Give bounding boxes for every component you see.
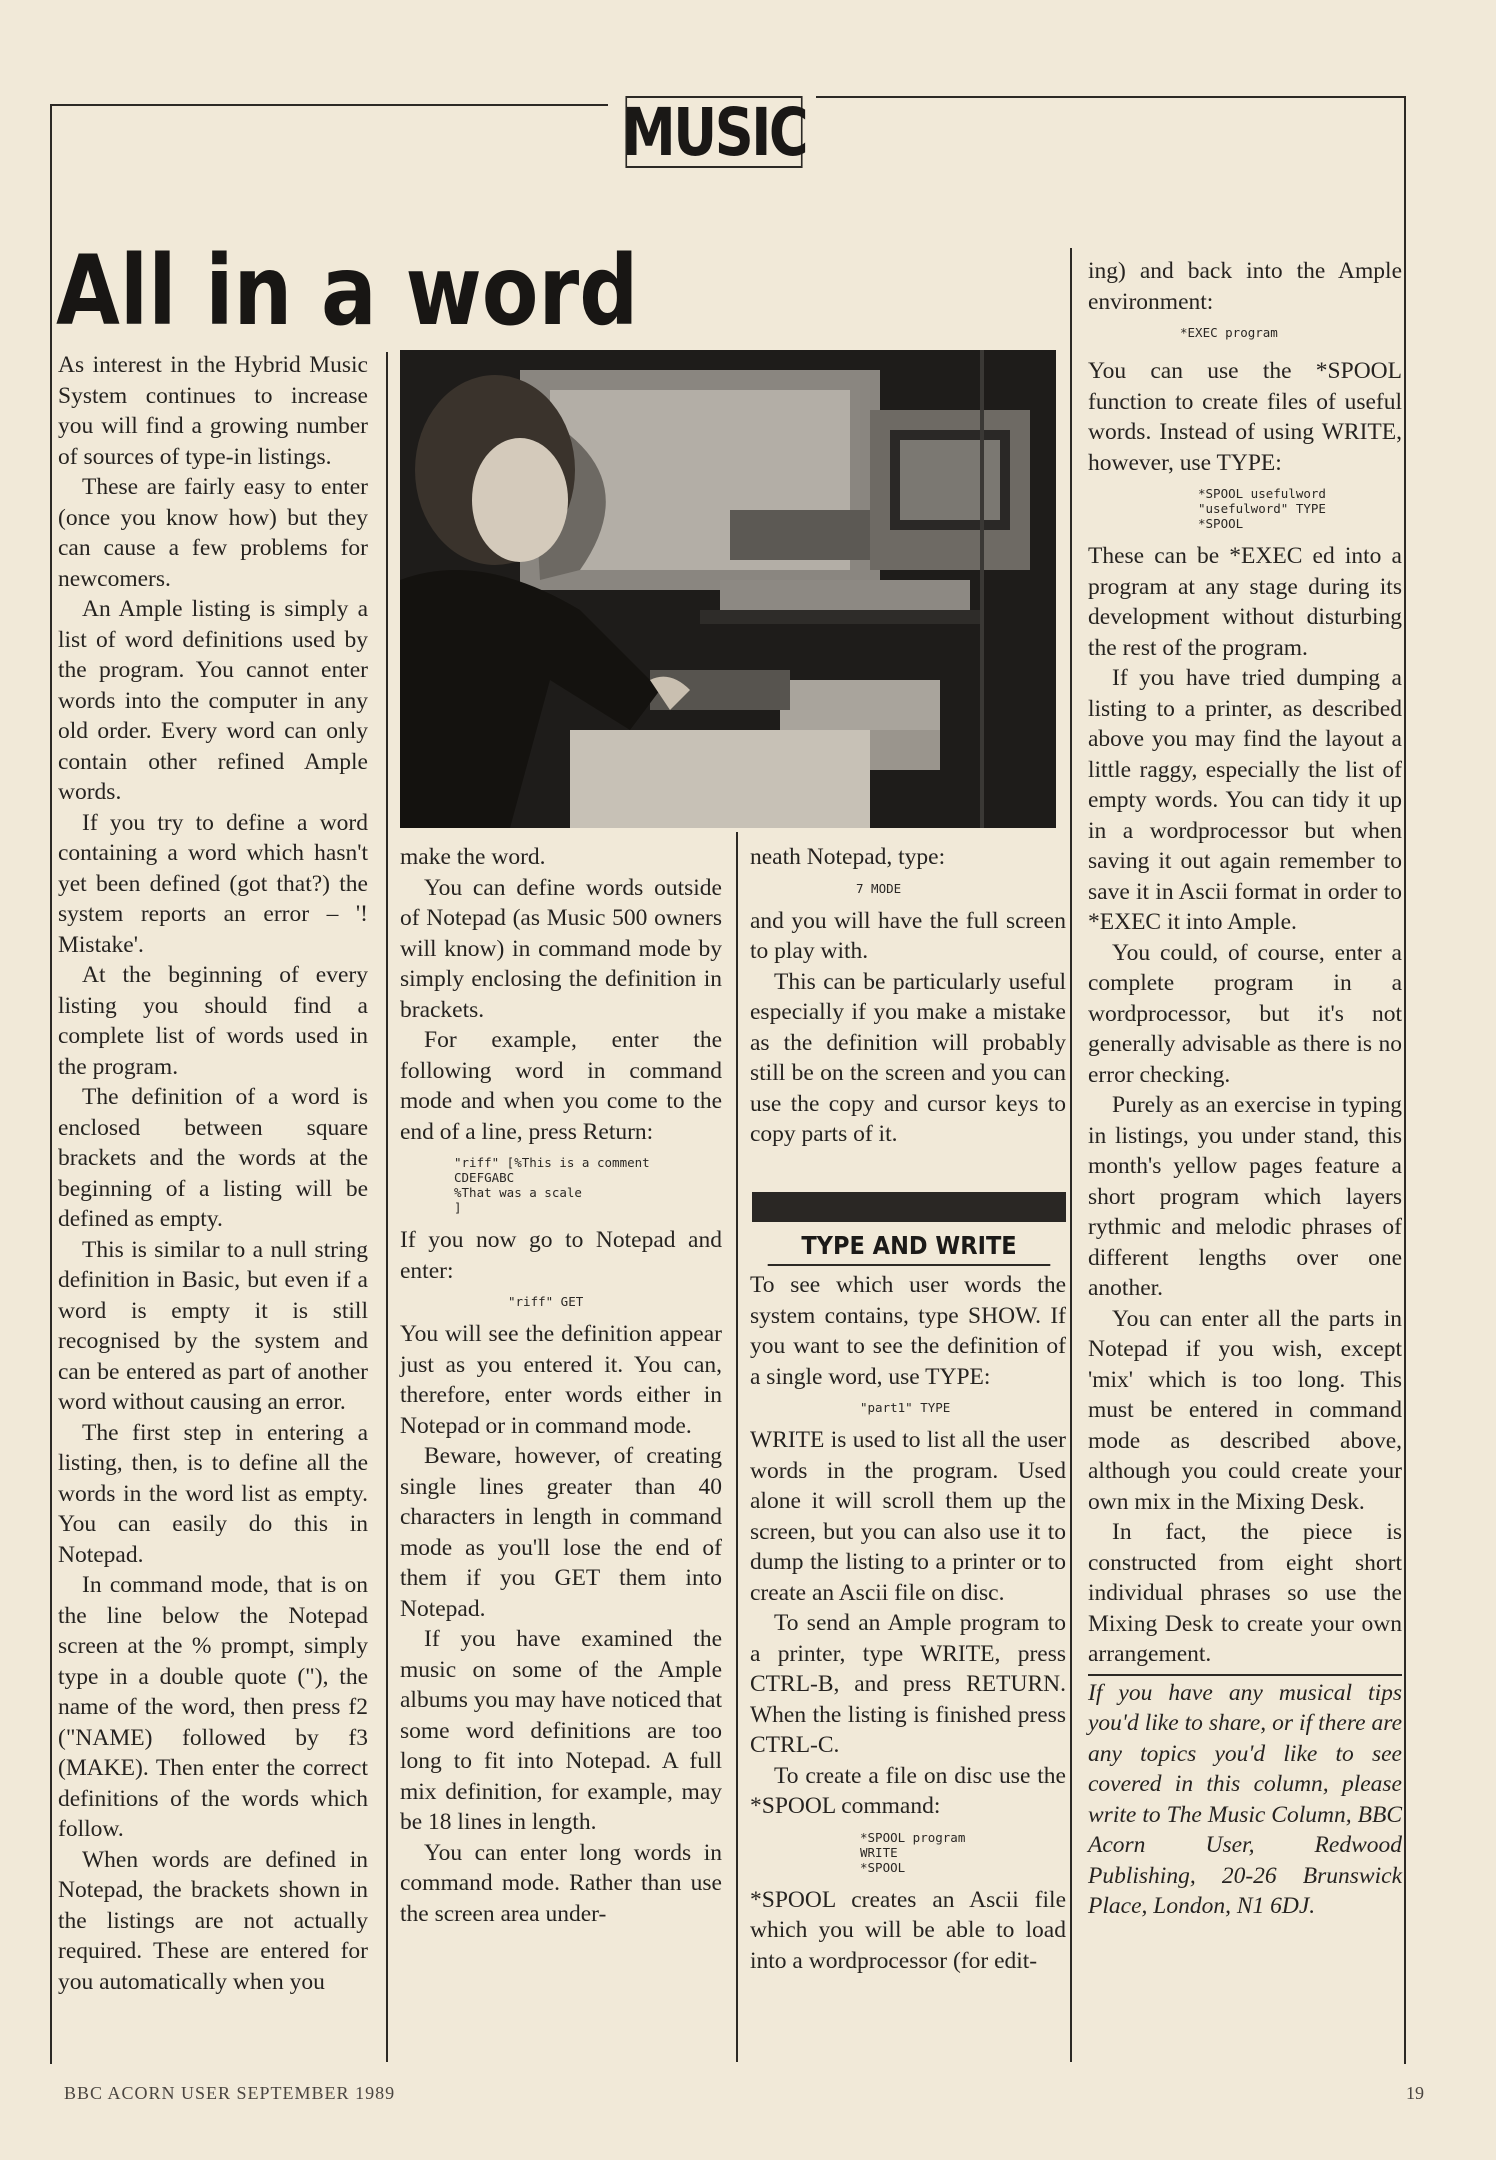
code-listing: "riff" [%This is a comment CDEFGABC %That was a scale ] [454,1155,650,1215]
col4-para: You can use the *SPOOL function to create files of useful words. Instead of using WRITE, however, use TYPE: [1088,358,1402,476]
column-rule-3 [1070,248,1072,2062]
col2-para: You will see the definition appear just as you entered it. You can, therefore, enter words either in Notepad or in command mode. [400,1321,722,1439]
code-listing: *SPOOL usefulword "usefulword" TYPE *SPOOL [1198,486,1326,531]
col2-para: make the word. [400,844,546,870]
col4-para: Purely as an exercise in typing in listings, you under stand, this month's yellow pages feature a short program which layers rythmic and melodic phrases of different lengths over one another. [1088,1092,1402,1301]
section-label: MUSIC [621,93,807,171]
col1-para: The first step in entering a listing, then, is to define all the words in the word list as empty. You can easily do this in Notepad. [58,1419,368,1568]
column-rule-2 [736,832,738,2062]
col2-para: You can enter long words in command mode. Rather than use the screen area under- [400,1839,722,1927]
col3-para: To see which user words the system contains, type SHOW. If you want to see the definition of a single word, use TYPE: [750,1272,1066,1390]
frame-top-right [816,96,1406,98]
subhead-bar [752,1192,1066,1222]
col2-para: If you now go to Notepad and enter: [400,1227,722,1284]
col1-para: If you try to define a word containing a word which hasn't yet been defined (got that?) the system reports an error – '! Mistake'. [58,809,368,958]
col1-para: An Ample listing is simply a list of word definitions used by the program. You cannot enter words into the computer in any old order. Every word can only contain other refined Ample words. [58,596,368,805]
col3-para: *SPOOL creates an Ascii file which you will be able to load into a wordprocessor (for edit- [750,1886,1066,1974]
col3-para: To send an Ample program to a printer, type WRITE, press CTRL-B, and press RETURN. When the listing is finished press CTRL-C. [750,1610,1066,1758]
col2-para: Beware, however, of creating single lines greater than 40 characters in length in command mode as you'll lose the end of them if you GET them into Notepad. [400,1443,722,1622]
column-3-lower [750,1270,1066,1976]
footer-publication: BBC ACORN USER SEPTEMBER 1989 [64,2083,396,2103]
column-rule-1 [386,352,388,2062]
tip-rule [1088,1674,1402,1676]
col4-para: These can be *EXEC ed into a program at any stage during its development without disturbing the rest of the program. [1088,543,1402,661]
col1-para: In command mode, that is on the line below the Notepad screen at the % prompt, simply type in a double quote ("), the name of the word, then press f2 ("NAME) followed by f3 (MAKE). Then enter the correct definitions of the words which follow. [58,1572,368,1842]
column-1 [58,350,368,1997]
col2-para: If you have examined the music on some of the Ample albums you may have noticed that some word definitions are too long to fit into Notepad. A full mix definition, for example, may be 18 lines in length. [400,1626,722,1835]
col3-para: neath Notepad, type: [750,844,946,870]
page-number: 19 [1406,2083,1424,2103]
col1-para: As interest in the Hybrid Music System continues to increase you will find a growing number of sources of type-in listings. [58,352,368,470]
column-2 [400,842,722,1929]
col4-para: In fact, the piece is constructed from eight short individual phrases so use the Mixing Desk to create your own arrangement. [1088,1519,1402,1667]
col4-para: You can enter all the parts in Notepad if you wish, except 'mix' which is too long. This must be entered in command mode as described above, although you could create your own mix in the Mixing Desk. [1088,1305,1402,1515]
headline: All in a word [56,235,639,347]
col4-para: You could, of course, enter a complete program in a wordprocessor, but it's not generally advisable as there is no error checking. [1088,939,1402,1088]
col1-para: This is similar to a null string definition in Basic, but even if a word is empty it is still recognised by the system and can be entered as part of another word without causing an error. [58,1236,368,1415]
frame-top-left [50,104,608,106]
frame-right [1404,96,1406,2064]
column-3 [750,842,1066,1150]
col2-para: For example, enter the following word in command mode and when you come to the end of a line, press Return: [400,1027,722,1145]
col3-para: and you will have the full screen to play with. [750,907,1066,964]
col4-para: ing) and back into the Ample environment: [1088,258,1402,315]
code-listing: *SPOOL program WRITE *SPOOL [860,1829,966,1875]
col3-para: This can be particularly useful especially if you make a mistake as the definition will probably still be on the screen and you can use the copy and cursor keys to copy parts of it. [750,968,1066,1147]
col3-para: To create a file on disc use the *SPOOL command: [750,1762,1066,1819]
code-listing: "riff" GET [508,1294,584,1309]
photo-woman-at-computer [400,350,1056,828]
column-4 [1088,256,1402,1922]
col1-para: The definition of a word is enclosed between square brackets and the words at the beginning of a listing will be defined as empty. [58,1084,368,1232]
col2-para: You can define words outside of Notepad (as Music 500 owners will know) in command mode by simply enclosing the definition in brackets. [400,874,722,1023]
col3-para: WRITE is used to list all the user words in the program. Used alone it will scroll them up the screen, but you can also use it to dump the listing to a printer or to create an Ascii file on disc. [750,1427,1066,1606]
subhead: TYPE AND WRITE [768,1228,1051,1266]
col1-para: These are fairly easy to enter (once you know how) but they can cause a few problems for newcomers. [58,474,368,592]
col1-para: When words are defined in Notepad, the brackets shown in the listings are not actually required. These are entered for you automatically when you [58,1846,368,1995]
code-listing: 7 MODE [856,880,902,896]
code-listing: *EXEC program [1180,325,1278,340]
frame-left [50,104,52,2064]
reader-tip: If you have any musical tips you'd like to share, or if there are any topics you'd like to see covered in this column, please write to The Music Column, BBC Acorn User, Redwood Publishing, 20-26 Brunswick Place, London, N1 6DJ. [1088,1679,1402,1919]
col4-para: If you have tried dumping a listing to a printer, as described above you may find the layout a little raggy, especially the list of empty words. You can tidy it up in a wordprocessor but when saving it out again remember to save it in Ascii format in order to *EXEC it into Ample. [1088,665,1402,935]
col1-para: At the beginning of every listing you should find a complete list of words used in the program. [58,962,368,1080]
code-listing: "part1" TYPE [860,1400,951,1415]
